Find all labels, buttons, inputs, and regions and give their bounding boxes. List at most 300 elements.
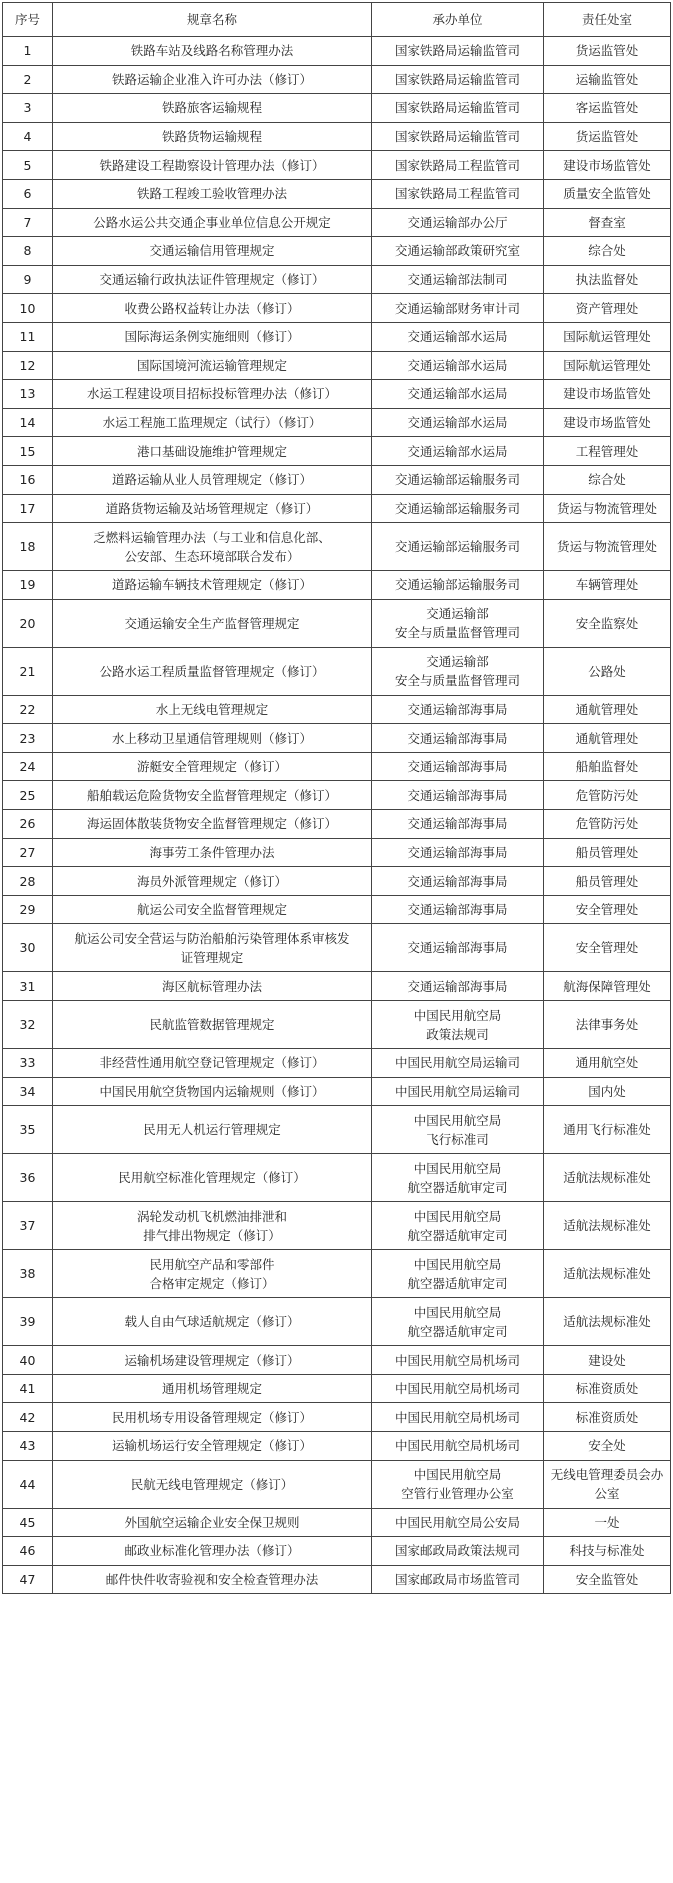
table-body — [3, 37, 671, 1594]
regulation-title — [53, 647, 372, 695]
regulation-title-line: 港口基础设施维护管理规定 — [136, 443, 287, 459]
regulation-title — [53, 208, 372, 237]
responsible-dept-line: 安全监察处 — [575, 615, 639, 631]
regulation-title — [53, 122, 372, 151]
responsible-unit — [372, 237, 544, 266]
responsible-dept-line: 运输监管处 — [575, 71, 639, 87]
responsible-dept-line: 适航法规标准处 — [563, 1170, 651, 1186]
row-index: 21 — [3, 647, 53, 695]
responsible-unit-line: 中国民用航空局 — [413, 1007, 502, 1023]
regulation-title-line: 海员外派管理规定（修订） — [136, 873, 287, 889]
responsible-unit-line: 交通运输部海事局 — [407, 759, 508, 775]
regulation-title — [53, 151, 372, 180]
responsible-dept-line: 国际航运管理处 — [563, 357, 651, 373]
regulation-title-line: 道路运输车辆技术管理规定（修订） — [111, 577, 312, 593]
responsible-unit — [372, 1250, 544, 1298]
table-row — [3, 810, 671, 839]
row-index: 24 — [3, 752, 53, 781]
responsible-dept-line: 适航法规标准处 — [563, 1314, 651, 1330]
responsible-dept-line: 危管防污处 — [575, 816, 639, 832]
regulation-title — [53, 571, 372, 600]
responsible-unit — [372, 647, 544, 695]
responsible-unit — [372, 1565, 544, 1594]
regulation-title-line: 道路货物运输及站场管理规定（修订） — [105, 500, 319, 516]
responsible-unit — [372, 1537, 544, 1566]
table-row — [3, 1460, 671, 1508]
responsible-dept-line: 公室 — [594, 1486, 620, 1502]
responsible-dept-line: 航海保障管理处 — [563, 978, 651, 994]
table-row — [3, 752, 671, 781]
regulation-title-line: 通用机场管理规定 — [161, 1381, 262, 1397]
responsible-dept-line: 安全处 — [588, 1438, 626, 1454]
responsible-dept — [544, 695, 671, 724]
responsible-dept — [544, 1154, 671, 1202]
responsible-dept — [544, 1432, 671, 1461]
responsible-dept — [544, 647, 671, 695]
row-index: 29 — [3, 895, 53, 924]
responsible-dept — [544, 208, 671, 237]
table-row — [3, 237, 671, 266]
regulation-title-line: 邮政业标准化管理办法（修订） — [124, 1543, 300, 1559]
responsible-unit — [372, 1298, 544, 1346]
row-index: 41 — [3, 1374, 53, 1403]
responsible-unit — [372, 265, 544, 294]
regulation-title-line: 民用无人机运行管理规定 — [143, 1122, 281, 1138]
table-row — [3, 838, 671, 867]
responsible-unit — [372, 1049, 544, 1078]
regulation-title — [53, 523, 372, 571]
regulation-title — [53, 465, 372, 494]
row-index: 13 — [3, 380, 53, 409]
row-index: 31 — [3, 972, 53, 1001]
regulation-title-line: 运输机场建设管理规定（修订） — [124, 1352, 300, 1368]
responsible-dept-line: 适航法规标准处 — [563, 1266, 651, 1282]
table-row — [3, 37, 671, 66]
responsible-dept — [544, 810, 671, 839]
responsible-dept — [544, 1537, 671, 1566]
regulation-title — [53, 895, 372, 924]
responsible-unit-line: 中国民用航空局机场司 — [394, 1352, 520, 1368]
regulation-title-line: 铁路建设工程勘察设计管理办法（修订） — [99, 157, 325, 173]
regulation-title — [53, 1537, 372, 1566]
table-row — [3, 1001, 671, 1049]
regulation-title-line: 外国航空运输企业安全保卫规则 — [124, 1514, 300, 1530]
regulation-title-line: 排气排出物规定（修订） — [143, 1227, 281, 1243]
regulation-title-line: 道路运输从业人员管理规定（修订） — [111, 472, 312, 488]
responsible-dept — [544, 465, 671, 494]
responsible-dept-line: 通用飞行标准处 — [563, 1122, 651, 1138]
responsible-dept-line: 通航管理处 — [575, 730, 639, 746]
regulation-title-line: 铁路运输企业准入许可办法（修订） — [111, 71, 312, 87]
responsible-unit-line: 交通运输部水运局 — [407, 443, 508, 459]
responsible-unit-line: 交通运输部海事局 — [407, 902, 508, 918]
regulation-title-line: 铁路车站及线路名称管理办法 — [130, 43, 294, 59]
responsible-dept — [544, 37, 671, 66]
responsible-unit — [372, 781, 544, 810]
responsible-dept-line: 法律事务处 — [575, 1017, 639, 1033]
responsible-unit — [372, 1001, 544, 1049]
responsible-dept-line: 标准资质处 — [575, 1381, 639, 1397]
responsible-unit-line: 交通运输部海事局 — [407, 816, 508, 832]
table-row — [3, 65, 671, 94]
regulation-title — [53, 1202, 372, 1250]
responsible-unit-line: 国家邮政局市场监管司 — [394, 1572, 520, 1588]
responsible-unit — [372, 322, 544, 351]
regulation-title-line: 民航监管数据管理规定 — [149, 1017, 275, 1033]
row-index: 11 — [3, 322, 53, 351]
regulation-title-line: 航运公司安全营运与防治船舶污染管理体系审核发 — [74, 930, 350, 946]
responsible-unit-line: 中国民用航空局 — [413, 1112, 502, 1128]
responsible-unit-line: 交通运输部政策研究室 — [394, 243, 520, 259]
responsible-unit-line: 中国民用航空局 — [413, 1256, 502, 1272]
responsible-dept-line: 国际航运管理处 — [563, 329, 651, 345]
responsible-unit-line: 安全与质量监督管理司 — [394, 625, 520, 641]
regulation-title-line: 证管理规定 — [180, 949, 244, 965]
regulation-title — [53, 924, 372, 972]
row-index: 28 — [3, 867, 53, 896]
responsible-unit — [372, 1106, 544, 1154]
table-row — [3, 408, 671, 437]
table-row — [3, 122, 671, 151]
regulation-title — [53, 1508, 372, 1537]
responsible-dept — [544, 1346, 671, 1375]
row-index: 30 — [3, 924, 53, 972]
regulation-title-line: 航运公司安全监督管理规定 — [136, 902, 287, 918]
regulation-title — [53, 37, 372, 66]
regulation-title — [53, 1250, 372, 1298]
responsible-unit-line: 国家邮政局政策法规司 — [394, 1543, 520, 1559]
responsible-unit-line: 飞行标准司 — [426, 1131, 489, 1147]
responsible-dept-line: 资产管理处 — [575, 300, 639, 316]
responsible-dept-line: 船员管理处 — [575, 873, 639, 889]
table-row — [3, 322, 671, 351]
row-index: 33 — [3, 1049, 53, 1078]
responsible-unit-line: 国家铁路局运输监管司 — [394, 129, 520, 145]
table-row — [3, 599, 671, 647]
regulation-title — [53, 838, 372, 867]
responsible-unit — [372, 1202, 544, 1250]
table-row — [3, 867, 671, 896]
regulation-title — [53, 867, 372, 896]
responsible-unit-line: 交通运输部 — [426, 606, 489, 622]
regulation-title-line: 交通运输安全生产监督管理规定 — [124, 615, 300, 631]
responsible-unit-line: 交通运输部水运局 — [407, 386, 508, 402]
regulation-title — [53, 1374, 372, 1403]
responsible-dept — [544, 1202, 671, 1250]
responsible-dept — [544, 1508, 671, 1537]
table-row — [3, 1202, 671, 1250]
responsible-dept — [544, 265, 671, 294]
regulation-title — [53, 1049, 372, 1078]
table-row — [3, 1508, 671, 1537]
responsible-dept-line: 国内处 — [588, 1083, 626, 1099]
row-index: 19 — [3, 571, 53, 600]
table-row — [3, 465, 671, 494]
responsible-unit — [372, 1460, 544, 1508]
regulation-title — [53, 351, 372, 380]
responsible-unit — [372, 37, 544, 66]
responsible-dept-line: 通航管理处 — [575, 701, 639, 717]
regulation-title-line: 水运工程施工监理规定（试行）（修订） — [102, 415, 322, 431]
responsible-dept — [544, 1403, 671, 1432]
table-row — [3, 924, 671, 972]
responsible-dept — [544, 571, 671, 600]
regulation-title-line: 公安部、生态环境部联合发布） — [124, 548, 300, 564]
responsible-dept-line: 工程管理处 — [575, 443, 639, 459]
responsible-dept — [544, 1460, 671, 1508]
responsible-unit — [372, 810, 544, 839]
responsible-unit-line: 中国民用航空局公安局 — [394, 1514, 520, 1530]
row-index: 12 — [3, 351, 53, 380]
regulation-title-line: 民用航空标准化管理规定（修订） — [118, 1170, 306, 1186]
table-row — [3, 380, 671, 409]
table-row — [3, 1077, 671, 1106]
responsible-unit — [372, 838, 544, 867]
regulation-title-line: 国际国境河流运输管理规定 — [136, 357, 287, 373]
regulation-title — [53, 599, 372, 647]
table-row — [3, 1403, 671, 1432]
header-row — [3, 3, 671, 37]
row-index: 25 — [3, 781, 53, 810]
row-index: 35 — [3, 1106, 53, 1154]
table-row — [3, 972, 671, 1001]
responsible-unit-line: 交通运输部水运局 — [407, 415, 508, 431]
regulation-title-line: 民航无线电管理规定（修订） — [130, 1476, 294, 1492]
responsible-dept-line: 督查室 — [588, 214, 626, 230]
regulation-title-line: 水上无线电管理规定 — [155, 701, 269, 717]
responsible-dept — [544, 599, 671, 647]
row-index: 22 — [3, 695, 53, 724]
responsible-unit-line: 交通运输部海事局 — [407, 978, 508, 994]
responsible-unit — [372, 1508, 544, 1537]
regulation-title — [53, 1001, 372, 1049]
header-unit: 承办单位 — [372, 3, 544, 37]
responsible-unit-line: 国家铁路局运输监管司 — [394, 71, 520, 87]
regulation-title-line: 国际海运条例实施细则（修订） — [124, 329, 300, 345]
responsible-dept — [544, 179, 671, 208]
responsible-unit — [372, 94, 544, 123]
responsible-unit-line: 航空器适航审定司 — [407, 1179, 508, 1195]
regulation-title-line: 民用机场专用设备管理规定（修订） — [111, 1409, 312, 1425]
responsible-dept — [544, 972, 671, 1001]
table-row — [3, 494, 671, 523]
regulation-title — [53, 294, 372, 323]
responsible-dept-line: 公路处 — [588, 663, 626, 679]
responsible-dept-line: 安全监管处 — [575, 1572, 639, 1588]
responsible-unit — [372, 695, 544, 724]
row-index: 44 — [3, 1460, 53, 1508]
responsible-dept — [544, 523, 671, 571]
regulation-title — [53, 695, 372, 724]
responsible-dept — [544, 65, 671, 94]
responsible-dept — [544, 1049, 671, 1078]
regulation-title — [53, 65, 372, 94]
regulation-title — [53, 1460, 372, 1508]
responsible-dept-line: 车辆管理处 — [575, 577, 639, 593]
table-row — [3, 1374, 671, 1403]
table-row — [3, 895, 671, 924]
regulation-title-line: 公路水运工程质量监督管理规定（修订） — [99, 663, 325, 679]
responsible-dept-line: 通用航空处 — [575, 1055, 639, 1071]
responsible-unit-line: 交通运输部水运局 — [407, 357, 508, 373]
responsible-unit-line: 国家铁路局工程监管司 — [394, 186, 520, 202]
responsible-dept — [544, 1374, 671, 1403]
regulation-title-line: 运输机场运行安全管理规定（修订） — [111, 1438, 312, 1454]
row-index: 6 — [3, 179, 53, 208]
responsible-unit — [372, 1403, 544, 1432]
responsible-dept-line: 科技与标准处 — [569, 1543, 645, 1559]
regulation-title-line: 船舶载运危险货物安全监督管理规定（修订） — [86, 787, 337, 803]
table-row — [3, 695, 671, 724]
table-row — [3, 1537, 671, 1566]
responsible-dept — [544, 294, 671, 323]
regulation-title-line: 邮件快件收寄验视和安全检查管理办法 — [105, 1572, 319, 1588]
row-index: 23 — [3, 724, 53, 753]
responsible-unit — [372, 924, 544, 972]
responsible-dept-line: 综合处 — [588, 243, 626, 259]
responsible-dept-line: 适航法规标准处 — [563, 1218, 651, 1234]
responsible-unit — [372, 1374, 544, 1403]
responsible-dept — [544, 351, 671, 380]
table-row — [3, 94, 671, 123]
regulation-title-line: 水运工程建设项目招标投标管理办法（修订） — [86, 386, 337, 402]
responsible-dept-line: 安全管理处 — [575, 940, 639, 956]
regulation-title — [53, 972, 372, 1001]
regulation-title — [53, 781, 372, 810]
responsible-dept — [544, 838, 671, 867]
regulation-title — [53, 1077, 372, 1106]
responsible-dept — [544, 867, 671, 896]
responsible-dept — [544, 380, 671, 409]
table-row — [3, 1049, 671, 1078]
responsible-dept — [544, 1077, 671, 1106]
table-row — [3, 294, 671, 323]
responsible-dept-line: 货运与物流管理处 — [556, 500, 657, 516]
regulations-table — [2, 2, 671, 1594]
regulation-title-line: 水上移动卫星通信管理规则（修订） — [111, 730, 312, 746]
regulation-title-line: 载人自由气球适航规定（修订） — [124, 1314, 300, 1330]
row-index: 45 — [3, 1508, 53, 1537]
responsible-dept-line: 综合处 — [588, 472, 626, 488]
responsible-unit-line: 中国民用航空局 — [413, 1160, 502, 1176]
responsible-dept-line: 货运监管处 — [575, 129, 639, 145]
table-row — [3, 647, 671, 695]
responsible-dept-line: 执法监督处 — [575, 272, 639, 288]
responsible-unit-line: 国家铁路局工程监管司 — [394, 157, 520, 173]
table-row — [3, 1346, 671, 1375]
regulation-title — [53, 322, 372, 351]
regulation-title — [53, 494, 372, 523]
responsible-unit — [372, 465, 544, 494]
responsible-dept-line: 无线电管理委员会办 — [550, 1467, 664, 1483]
responsible-unit — [372, 122, 544, 151]
regulation-title-line: 铁路旅客运输规程 — [161, 100, 262, 116]
responsible-unit — [372, 752, 544, 781]
responsible-unit — [372, 724, 544, 753]
responsible-dept — [544, 122, 671, 151]
regulation-title — [53, 265, 372, 294]
responsible-unit-line: 航空器适航审定司 — [407, 1275, 508, 1291]
responsible-unit — [372, 867, 544, 896]
responsible-dept — [544, 924, 671, 972]
responsible-unit-line: 交通运输部海事局 — [407, 730, 508, 746]
responsible-unit — [372, 1077, 544, 1106]
responsible-unit — [372, 972, 544, 1001]
responsible-unit — [372, 523, 544, 571]
regulation-title-line: 海事劳工条件管理办法 — [149, 844, 275, 860]
responsible-unit-line: 中国民用航空局 — [413, 1208, 502, 1224]
responsible-unit-line: 交通运输部运输服务司 — [394, 539, 520, 555]
table-row — [3, 1565, 671, 1594]
regulation-title — [53, 1403, 372, 1432]
responsible-dept — [544, 94, 671, 123]
responsible-unit-line: 安全与质量监督管理司 — [394, 673, 520, 689]
responsible-dept — [544, 1565, 671, 1594]
regulation-title — [53, 724, 372, 753]
regulation-title — [53, 237, 372, 266]
regulation-title-line: 铁路货物运输规程 — [161, 129, 262, 145]
responsible-unit — [372, 208, 544, 237]
table-row — [3, 1154, 671, 1202]
regulation-title-line: 乏燃料运输管理办法（与工业和信息化部、 — [93, 529, 331, 545]
responsible-dept — [544, 237, 671, 266]
responsible-dept-line: 货运与物流管理处 — [556, 539, 657, 555]
row-index: 5 — [3, 151, 53, 180]
table-row — [3, 1298, 671, 1346]
regulation-title — [53, 1106, 372, 1154]
regulation-title-line: 交通运输信用管理规定 — [149, 243, 275, 259]
responsible-dept-line: 质量安全监管处 — [563, 186, 651, 202]
regulation-title — [53, 1346, 372, 1375]
responsible-dept — [544, 1250, 671, 1298]
regulation-title — [53, 94, 372, 123]
row-index: 3 — [3, 94, 53, 123]
regulation-title — [53, 810, 372, 839]
responsible-unit-line: 中国民用航空局机场司 — [394, 1409, 520, 1425]
header-title: 规章名称 — [53, 3, 372, 37]
responsible-unit — [372, 437, 544, 466]
responsible-dept — [544, 1001, 671, 1049]
responsible-dept — [544, 408, 671, 437]
row-index: 15 — [3, 437, 53, 466]
header-dept: 责任处室 — [544, 3, 671, 37]
regulation-title-line: 涡轮发动机飞机燃油排泄和 — [136, 1208, 287, 1224]
responsible-unit — [372, 408, 544, 437]
regulation-title-line: 海运固体散装货物安全监督管理规定（修订） — [86, 816, 337, 832]
table-row — [3, 724, 671, 753]
responsible-unit-line: 交通运输部运输服务司 — [394, 577, 520, 593]
responsible-unit — [372, 571, 544, 600]
header-index: 序号 — [3, 3, 53, 37]
regulation-title-line: 收费公路权益转让办法（修订） — [124, 300, 300, 316]
responsible-dept-line: 一处 — [594, 1514, 620, 1530]
row-index: 26 — [3, 810, 53, 839]
responsible-unit-line: 交通运输部运输服务司 — [394, 500, 520, 516]
responsible-unit-line: 交通运输部运输服务司 — [394, 472, 520, 488]
responsible-unit-line: 交通运输部海事局 — [407, 844, 508, 860]
regulation-title-line: 非经营性通用航空登记管理规定（修订） — [99, 1055, 325, 1071]
responsible-unit-line: 交通运输部 — [426, 654, 489, 670]
row-index: 9 — [3, 265, 53, 294]
responsible-unit — [372, 599, 544, 647]
row-index: 7 — [3, 208, 53, 237]
responsible-unit-line: 交通运输部水运局 — [407, 329, 508, 345]
responsible-unit — [372, 1432, 544, 1461]
row-index: 47 — [3, 1565, 53, 1594]
row-index: 46 — [3, 1537, 53, 1566]
responsible-unit-line: 中国民用航空局运输司 — [394, 1055, 520, 1071]
table-row — [3, 351, 671, 380]
